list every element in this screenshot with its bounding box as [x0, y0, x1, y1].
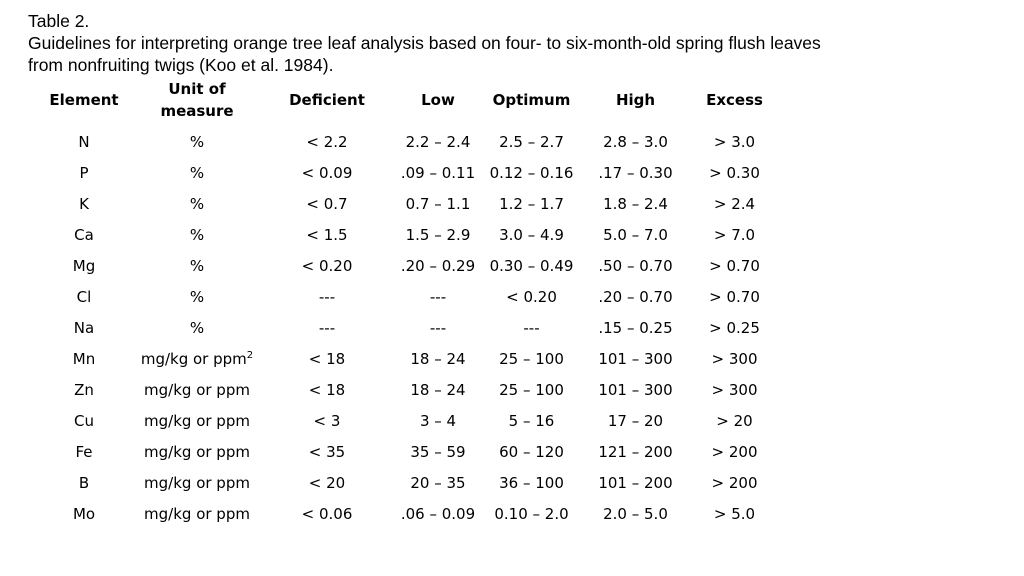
- optimum-cell: 0.30 – 0.49: [489, 256, 574, 275]
- element-cell: K: [79, 194, 89, 213]
- table-header-row: [28, 76, 785, 124]
- element-cell: P: [79, 163, 89, 182]
- excess-cell: > 0.25: [709, 318, 760, 337]
- table-number: Table 2.: [28, 11, 90, 31]
- unit-cell: [140, 219, 254, 250]
- deficient-cell: < 18: [308, 380, 346, 399]
- low-cell: .06 – 0.09: [400, 504, 476, 523]
- header-optimum: Optimum: [492, 91, 571, 109]
- optimum-cell: 2.5 – 2.7: [499, 132, 564, 151]
- optimum-cell: ---: [523, 318, 540, 337]
- low-cell: 1.5 – 2.9: [405, 225, 471, 244]
- optimum-cell: 0.10 – 2.0: [494, 504, 569, 523]
- element-cell: Mg: [72, 256, 96, 275]
- header-low: Low: [421, 91, 455, 109]
- low-cell: .09 – 0.11: [400, 163, 476, 182]
- low-cell: 0.7 – 1.1: [405, 194, 471, 213]
- element-cell: N: [78, 132, 90, 151]
- high-cell: 2.8 – 3.0: [603, 132, 668, 151]
- low-cell: 18 – 24: [410, 349, 466, 368]
- unit-text: mg/kg or ppm: [144, 504, 250, 523]
- deficient-cell: < 35: [308, 442, 346, 461]
- low-cell: 35 – 59: [410, 442, 466, 461]
- unit-cell: [140, 312, 254, 343]
- excess-cell: > 7.0: [713, 225, 756, 244]
- element-cell: B: [78, 473, 90, 492]
- excess-cell: > 200: [711, 473, 758, 492]
- element-cell: Zn: [74, 380, 94, 399]
- element-cell: Na: [73, 318, 95, 337]
- low-cell: 2.2 – 2.4: [405, 132, 471, 151]
- optimum-cell: 5 – 16: [508, 411, 555, 430]
- unit-cell: [140, 188, 254, 219]
- excess-cell: > 300: [711, 380, 758, 399]
- excess-cell: > 300: [711, 349, 758, 368]
- excess-cell: > 2.4: [713, 194, 756, 213]
- high-cell: 101 – 300: [598, 380, 673, 399]
- unit-text: mg/kg or ppm: [144, 442, 250, 461]
- header-deficient: Deficient: [289, 91, 365, 109]
- low-cell: 18 – 24: [410, 380, 466, 399]
- table-row: [28, 374, 785, 405]
- low-cell: 3 – 4: [419, 411, 457, 430]
- high-cell: 101 – 200: [598, 473, 673, 492]
- deficient-cell: < 20: [308, 473, 346, 492]
- high-cell: .17 – 0.30: [598, 163, 673, 182]
- optimum-cell: < 0.20: [506, 287, 557, 306]
- unit-cell: [140, 405, 254, 436]
- high-cell: .20 – 0.70: [598, 287, 673, 306]
- excess-cell: > 0.70: [709, 256, 760, 275]
- table-row: [28, 312, 785, 343]
- table-row: [28, 436, 785, 467]
- header-excess: Excess: [706, 91, 763, 109]
- leaf-analysis-table: [28, 76, 785, 529]
- unit-cell: [140, 343, 254, 374]
- excess-cell: > 5.0: [713, 504, 756, 523]
- table-row: [28, 250, 785, 281]
- excess-cell: > 3.0: [713, 132, 756, 151]
- optimum-cell: 60 – 120: [499, 442, 564, 461]
- high-cell: .15 – 0.25: [598, 318, 673, 337]
- deficient-cell: < 1.5: [306, 225, 348, 244]
- deficient-cell: < 3: [313, 411, 341, 430]
- element-cell: Cl: [76, 287, 92, 306]
- unit-text: %: [189, 194, 205, 213]
- unit-cell: [140, 124, 254, 157]
- deficient-cell: < 18: [308, 349, 346, 368]
- high-cell: 17 – 20: [607, 411, 664, 430]
- optimum-cell: 3.0 – 4.9: [499, 225, 564, 244]
- deficient-cell: < 0.09: [301, 163, 353, 182]
- deficient-cell: < 2.2: [306, 132, 348, 151]
- optimum-cell: 0.12 – 0.16: [489, 163, 574, 182]
- table-row: [28, 124, 785, 157]
- optimum-cell: 25 – 100: [499, 380, 564, 399]
- deficient-cell: ---: [318, 318, 336, 337]
- high-cell: .50 – 0.70: [598, 256, 673, 275]
- deficient-cell: ---: [318, 287, 336, 306]
- excess-cell: > 0.30: [709, 163, 760, 182]
- table-row: [28, 343, 785, 374]
- unit-cell: [140, 498, 254, 529]
- deficient-cell: < 0.06: [301, 504, 353, 523]
- low-cell: ---: [429, 287, 447, 306]
- high-cell: 2.0 – 5.0: [603, 504, 668, 523]
- unit-text: mg/kg or ppm: [140, 349, 247, 368]
- unit-cell: [140, 157, 254, 188]
- excess-cell: > 0.70: [709, 287, 760, 306]
- footnote-marker: 2: [246, 349, 254, 361]
- element-cell: Fe: [75, 442, 93, 461]
- header-element: Element: [49, 91, 119, 109]
- unit-text: mg/kg or ppm: [144, 380, 250, 399]
- table-body: [28, 124, 785, 529]
- high-cell: 101 – 300: [598, 349, 673, 368]
- high-cell: 121 – 200: [598, 442, 673, 461]
- unit-cell: [140, 436, 254, 467]
- table-row: [28, 188, 785, 219]
- unit-text: mg/kg or ppm: [144, 411, 250, 430]
- deficient-cell: < 0.7: [306, 194, 348, 213]
- unit-cell: [140, 374, 254, 405]
- header-high: High: [615, 91, 656, 109]
- unit-text: mg/kg or ppm: [144, 473, 250, 492]
- table-row: [28, 405, 785, 436]
- high-cell: 5.0 – 7.0: [603, 225, 668, 244]
- unit-cell: [140, 250, 254, 281]
- optimum-cell: 25 – 100: [499, 349, 564, 368]
- optimum-cell: 36 – 100: [499, 473, 564, 492]
- table-row: [28, 498, 785, 529]
- excess-cell: > 20: [716, 411, 753, 430]
- table-row: [28, 281, 785, 312]
- table-row: [28, 467, 785, 498]
- element-cell: Ca: [74, 225, 94, 244]
- unit-text: %: [189, 132, 205, 151]
- unit-text: %: [189, 163, 205, 182]
- excess-cell: > 200: [711, 442, 758, 461]
- deficient-cell: < 0.20: [301, 256, 353, 275]
- element-cell: Cu: [74, 411, 94, 430]
- low-cell: ---: [429, 318, 447, 337]
- high-cell: 1.8 – 2.4: [603, 194, 668, 213]
- unit-cell: [140, 281, 254, 312]
- table-caption: [28, 10, 988, 76]
- unit-text: %: [189, 318, 205, 337]
- unit-text: %: [189, 256, 205, 275]
- caption-line-2: from nonfruiting twigs (Koo et al. 1984).: [28, 55, 334, 75]
- unit-text: %: [189, 225, 205, 244]
- table-row: [28, 219, 785, 250]
- element-cell: Mo: [72, 504, 96, 523]
- optimum-cell: 1.2 – 1.7: [499, 194, 564, 213]
- low-cell: 20 – 35: [410, 473, 466, 492]
- unit-cell: [140, 467, 254, 498]
- element-cell: Mn: [72, 349, 96, 368]
- low-cell: .20 – 0.29: [400, 256, 476, 275]
- unit-text: %: [189, 287, 205, 306]
- caption-line-1: Guidelines for interpreting orange tree leaf analysis based on four- to six-month-old spring flush leaves: [28, 33, 821, 53]
- table-row: [28, 157, 785, 188]
- header-unit-of-measure: Unit of measure: [160, 80, 234, 120]
